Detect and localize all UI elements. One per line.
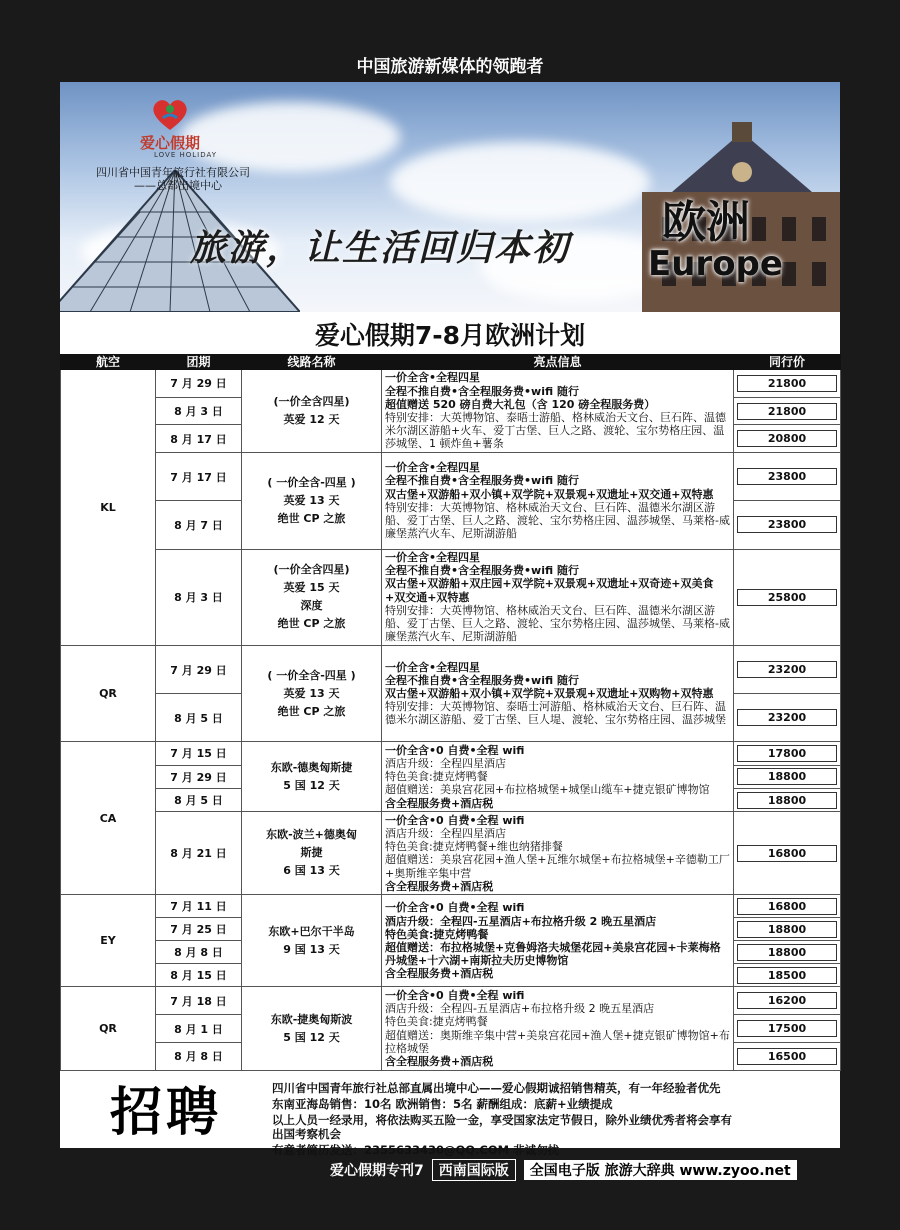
airline-cell: CA — [61, 742, 156, 895]
recruit-line-3: 以上人员一经录用，将依法购买五险一金，享受国家法定节假日，除外业绩优秀者将会享有 — [272, 1113, 732, 1127]
departure-date-cell: 7 月 29 日 — [156, 370, 242, 398]
price-value: 18500 — [737, 967, 837, 984]
highlight-line: 超值赠送：美泉宫花园+布拉格城堡+城堡山缆车+捷克银矿博物馆 — [385, 783, 710, 797]
price-value: 23200 — [737, 709, 837, 726]
header-route: 线路名称 — [242, 355, 382, 370]
recruit-line-4: 出国考察机会 — [272, 1127, 341, 1141]
highlights-cell — [382, 549, 734, 645]
table-row — [61, 742, 841, 765]
price-cell — [734, 425, 841, 453]
price-value: 20800 — [737, 430, 837, 447]
departure-date-cell: 8 月 5 日 — [156, 694, 242, 742]
logo-name: 爱心假期 — [140, 134, 201, 152]
route-name-cell: (一价全含四星) 英爱 15 天 深度 绝世 CP 之旅 — [242, 549, 382, 645]
highlight-line: 双古堡+双游船+双小镇+双学院+双景观+双遗址+双购物+双特惠 — [385, 687, 714, 700]
highlight-line: 特色美食:捷克烤鸭餐 — [385, 927, 489, 941]
departure-date-cell: 7 月 25 日 — [156, 918, 242, 941]
header-date: 团期 — [156, 355, 242, 370]
price-value: 18800 — [737, 768, 837, 785]
highlight-line: 一价全含•全程四星 — [385, 660, 481, 674]
table-row — [61, 645, 841, 693]
price-value: 21800 — [737, 403, 837, 420]
departure-date-cell: 7 月 11 日 — [156, 895, 242, 918]
airline-cell: QR — [61, 645, 156, 741]
price-value: 25800 — [737, 589, 837, 606]
departure-date-cell: 8 月 8 日 — [156, 941, 242, 964]
departure-date-cell: 8 月 5 日 — [156, 788, 242, 811]
price-value: 16200 — [737, 992, 837, 1009]
banner-slogan: 旅游，让生活回归本初 — [190, 228, 571, 269]
highlight-line: 超值赠送：奥斯维辛集中营+美泉宫花园+渔人堡+捷克银矿博物馆+布拉格城堡 — [385, 1028, 730, 1055]
price-cell — [734, 397, 841, 425]
price-cell — [734, 918, 841, 941]
price-value: 16500 — [737, 1048, 837, 1065]
departure-date-cell: 8 月 21 日 — [156, 812, 242, 895]
highlight-line: 酒店升级：全程四-五星酒店+布拉格升级 2 晚五星酒店 — [385, 1002, 655, 1016]
price-cell — [734, 742, 841, 765]
route-name-cell: 东欧-波兰+德奥匈 斯捷 6 国 13 天 — [242, 812, 382, 895]
departure-date-cell: 8 月 17 日 — [156, 425, 242, 453]
departure-date-cell: 7 月 18 日 — [156, 987, 242, 1015]
highlight-line: 双古堡+双游船+双小镇+双学院+双景观+双遗址+双交通+双特惠 — [385, 487, 714, 501]
highlight-line: 一价全含•0 自费•全程 wifi — [385, 743, 525, 757]
department-name: ——总部出境中心 — [134, 179, 222, 192]
price-value: 17500 — [737, 1020, 837, 1037]
highlight-line: 含全程服务费+酒店税 — [385, 879, 494, 893]
highlights-cell — [382, 895, 734, 987]
footer-edition: 西南国际版 — [432, 1159, 516, 1181]
price-value: 23800 — [737, 516, 837, 533]
logo-subtitle: LOVE HOLIDAY — [154, 151, 217, 159]
highlights-cell — [382, 987, 734, 1070]
price-value: 23200 — [737, 661, 837, 678]
price-value: 18800 — [737, 921, 837, 938]
table-row — [61, 549, 841, 645]
highlights-cell — [382, 453, 734, 549]
airline-cell: QR — [61, 987, 156, 1070]
price-cell — [734, 370, 841, 398]
price-value: 21800 — [737, 375, 837, 392]
highlight-line: 含全程服务费+酒店税 — [385, 967, 494, 981]
recruit-line-1: 四川省中国青年旅行社总部直属出境中心——爱心假期诚招销售精英，有一年经验者优先 — [272, 1081, 721, 1095]
footer-issue: 爱心假期专刊7 — [330, 1163, 424, 1179]
header-highlights: 亮点信息 — [382, 355, 734, 370]
departure-date-cell: 7 月 15 日 — [156, 742, 242, 765]
table-row — [61, 370, 841, 398]
departure-date-cell: 8 月 1 日 — [156, 1015, 242, 1043]
header-airline: 航空 — [61, 355, 156, 370]
recruitment-section — [60, 1081, 840, 1157]
highlight-line: 一价全含•全程四星 — [385, 371, 481, 385]
plan-title: 爱心假期7-8月欧洲计划 — [314, 321, 586, 350]
price-cell — [734, 895, 841, 918]
table-row — [61, 453, 841, 501]
recruit-line-5: 有意者简历发送：2355633430@QQ.COM 非诚勿扰 — [272, 1143, 560, 1157]
airline-cell: KL — [61, 370, 156, 646]
recruit-title: 招聘 — [110, 1082, 223, 1143]
highlights-cell — [382, 370, 734, 453]
price-cell — [734, 1042, 841, 1070]
highlight-line: 全程不推自费•含全程服务费•wifi 随行 — [385, 384, 579, 398]
table-row — [61, 987, 841, 1015]
region-title-cn: 欧洲 — [662, 197, 750, 248]
departure-date-cell: 8 月 15 日 — [156, 964, 242, 987]
highlight-line: 特别安排：大英博物馆、格林威治天文台、巨石阵、温德米尔湖区游船、爱丁古堡、巨人之路、渡轮、宝尔势格庄园、温莎城堡、马莱格-威廉堡蒸汽火车、尼斯湖游船 — [385, 500, 730, 541]
price-cell — [734, 645, 841, 693]
highlight-line: 一价全含•0 自费•全程 wifi — [385, 813, 525, 827]
departure-date-cell: 8 月 7 日 — [156, 501, 242, 549]
highlight-line: 特色美食:捷克烤鸭餐+维也纳猪排餐 — [385, 840, 563, 854]
departure-date-cell: 7 月 17 日 — [156, 453, 242, 501]
company-name: 四川省中国青年旅行社有限公司 — [96, 166, 250, 179]
departure-date-cell: 8 月 3 日 — [156, 549, 242, 645]
price-cell — [734, 453, 841, 501]
route-name-cell: ( 一价全含-四星 ) 英爱 13 天 绝世 CP 之旅 — [242, 645, 382, 741]
highlights-cell — [382, 645, 734, 741]
table-row — [61, 895, 841, 918]
airline-cell: EY — [61, 895, 156, 987]
price-value: 18800 — [737, 792, 837, 809]
page-sheet — [60, 82, 840, 1157]
footer-bar — [330, 1160, 797, 1180]
price-cell — [734, 501, 841, 549]
highlight-line: 酒店升级：全程四星酒店 — [385, 756, 506, 770]
heart-logo-icon — [150, 96, 190, 132]
table-header-row — [61, 355, 841, 370]
price-cell — [734, 765, 841, 788]
price-value: 17800 — [737, 745, 837, 762]
highlights-cell — [382, 742, 734, 812]
highlight-line: 全程不推自费•含全程服务费•wifi 随行 — [385, 673, 579, 687]
departure-date-cell: 7 月 29 日 — [156, 765, 242, 788]
highlight-line: 含全程服务费+酒店税 — [385, 796, 494, 810]
price-cell — [734, 694, 841, 742]
price-cell — [734, 941, 841, 964]
header-price: 同行价 — [734, 355, 841, 370]
table-row — [61, 812, 841, 895]
highlight-line: 特色美食:捷克烤鸭餐 — [385, 1015, 488, 1029]
highlight-line: 全程不推自费•含全程服务费•wifi 随行 — [385, 474, 579, 488]
highlight-line: 双古堡+双游船+双庄园+双学院+双景观+双遗址+双奇迹+双美食+双交通+双特惠 — [385, 577, 714, 604]
departure-date-cell: 8 月 8 日 — [156, 1042, 242, 1070]
departure-date-cell: 7 月 29 日 — [156, 645, 242, 693]
route-name-cell: 东欧-捷奥匈斯波 5 国 12 天 — [242, 987, 382, 1070]
recruit-line-2: 东南亚海岛销售：10名 欧洲销售：5名 薪酬组成：底薪+业绩提成 — [272, 1097, 613, 1111]
price-cell — [734, 964, 841, 987]
route-name-cell: 东欧+巴尔干半岛 9 国 13 天 — [242, 895, 382, 987]
price-value: 16800 — [737, 845, 837, 862]
price-cell — [734, 987, 841, 1015]
price-cell — [734, 788, 841, 811]
highlights-cell — [382, 812, 734, 895]
tour-table — [60, 354, 841, 1071]
departure-date-cell: 8 月 3 日 — [156, 397, 242, 425]
route-name-cell: ( 一价全含-四星 ) 英爱 13 天 绝世 CP 之旅 — [242, 453, 382, 549]
route-name-cell: (一价全含四星) 英爱 12 天 — [242, 370, 382, 453]
region-title-en: Europe — [648, 244, 783, 284]
highlight-line: 特别安排：大英博物馆、泰晤士河游船、格林威治天文台、巨石阵、温德米尔湖区游船、爱丁古堡、巨人堤、渡轮、宝尔势格庄园、温莎城堡 — [385, 700, 726, 727]
hero-banner — [60, 82, 840, 312]
price-value: 23800 — [737, 468, 837, 485]
highlight-line: 超值赠送：美泉宫花园+渔人堡+瓦维尔城堡+布拉格城堡+辛德勒工厂+奥斯维辛集中营 — [385, 853, 730, 880]
top-slogan: 中国旅游新媒体的领跑者 — [356, 57, 544, 77]
highlight-line: 特别安排：大英博物馆、泰晤士游船、格林威治天文台、巨石阵、温德米尔湖区游船+火车、爱丁古堡、巨人之路、渡轮、宝尔势格庄园、温莎城堡、1 顿炸鱼+薯条 — [385, 411, 726, 451]
footer-brand: 全国电子版 旅游大辞典 www.zyoo.net — [524, 1160, 797, 1180]
route-name-cell: 东欧-德奥匈斯捷 5 国 12 天 — [242, 742, 382, 812]
highlight-line: 一价全含•0 自费•全程 wifi — [385, 901, 525, 915]
highlight-line: 全程不推自费•含全程服务费•wifi 随行 — [385, 564, 579, 578]
highlight-line: 特色美食:捷克烤鸭餐 — [385, 770, 488, 784]
price-value: 18800 — [737, 944, 837, 961]
highlight-line: 特别安排：大英博物馆、格林威治天文台、巨石阵、温德米尔湖区游船、爱丁古堡、巨人之路、渡轮、宝尔势格庄园、温莎城堡、马莱格-威廉堡蒸汽火车、尼斯湖游船 — [385, 603, 730, 644]
price-cell — [734, 549, 841, 645]
price-cell — [734, 1015, 841, 1043]
highlight-line: 超值赠送 520 磅自费大礼包（含 120 磅全程服务费） — [385, 397, 656, 411]
highlight-line: 含全程服务费+酒店税 — [385, 1054, 494, 1068]
highlight-line: 一价全含•全程四星 — [385, 551, 481, 565]
highlight-line: 酒店升级：全程四-五星酒店+布拉格升级 2 晚五星酒店 — [385, 914, 657, 928]
highlight-line: 酒店升级：全程四星酒店 — [385, 826, 506, 840]
price-cell — [734, 812, 841, 895]
highlight-line: 一价全含•0 自费•全程 wifi — [385, 988, 525, 1002]
highlight-line: 超值赠送：布拉格城堡+克鲁姆洛夫城堡花园+美泉宫花园+卡莱梅格丹城堡+十六湖+南斯拉夫历史博物馆 — [385, 940, 721, 968]
highlight-line: 一价全含•全程四星 — [385, 461, 481, 475]
price-value: 16800 — [737, 898, 837, 915]
